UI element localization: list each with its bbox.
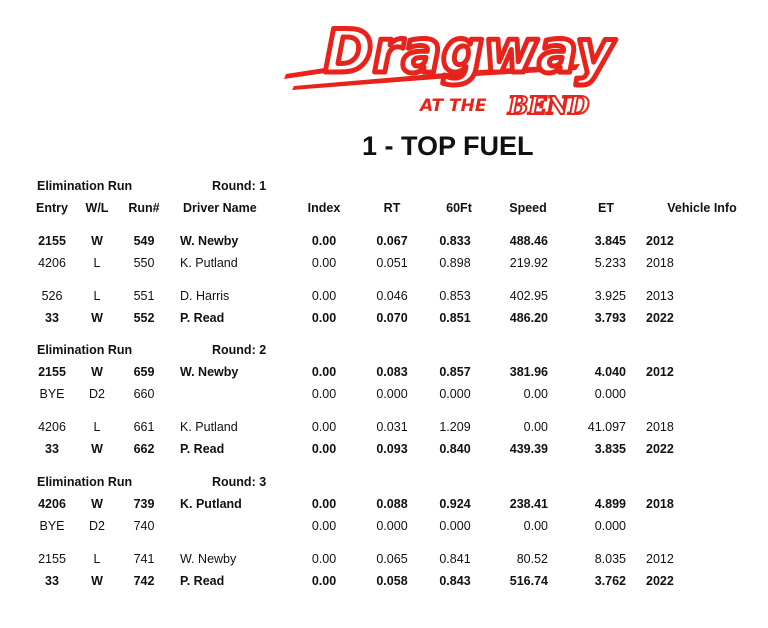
cell-wl: L [93,420,101,434]
cell-run: 659 [133,365,155,379]
cell-60ft: 0.840 [439,442,471,456]
cell-run: 739 [133,497,155,511]
cell-speed: 402.95 [509,289,548,303]
cell-rt: 0.067 [376,234,408,248]
cell-speed: 516.74 [509,574,548,588]
cell-wl: W [91,497,103,511]
cell-rt: 0.051 [376,256,408,270]
cell-speed: 488.46 [509,234,548,248]
column-header-et: ET [598,201,614,215]
cell-et: 0.000 [594,387,626,401]
cell-driver: W. Newby [180,365,239,379]
column-header-index: Index [307,201,341,215]
cell-index: 0.00 [311,519,337,533]
cell-index: 0.00 [311,442,337,456]
cell-et: 3.925 [594,289,626,303]
cell-run: 661 [133,420,155,434]
cell-wl: W [91,311,103,325]
cell-60ft: 0.841 [439,552,471,566]
dragway-logo [280,4,620,126]
cell-60ft: 0.853 [439,289,471,303]
section-label: Elimination Run [37,475,133,489]
cell-vehicle: 2022 [646,311,674,325]
cell-speed: 439.39 [509,442,548,456]
cell-wl: L [93,256,101,270]
cell-et: 3.793 [594,311,626,325]
cell-speed: 0.00 [523,519,548,533]
cell-driver: P. Read [180,442,225,456]
cell-rt: 0.070 [376,311,408,325]
cell-run: 549 [133,234,155,248]
cell-60ft: 0.000 [439,387,471,401]
cell-driver: K. Putland [180,256,238,270]
cell-rt: 0.065 [376,552,408,566]
cell-index: 0.00 [311,497,337,511]
round-label: Round: 1 [212,179,267,193]
cell-entry: 33 [45,574,59,588]
cell-run: 741 [133,552,155,566]
cell-index: 0.00 [311,365,337,379]
cell-et: 5.233 [594,256,626,270]
cell-driver: P. Read [180,574,225,588]
cell-wl: D2 [89,387,105,401]
section-label: Elimination Run [37,343,133,357]
cell-speed: 80.52 [516,552,548,566]
cell-index: 0.00 [311,574,337,588]
cell-wl: L [93,289,101,303]
cell-driver: D. Harris [180,289,230,303]
cell-et: 8.035 [594,552,626,566]
cell-vehicle: 2012 [646,234,674,248]
cell-vehicle: 2013 [646,289,674,303]
cell-index: 0.00 [311,256,337,270]
cell-60ft: 0.898 [439,256,471,270]
cell-speed: 381.96 [509,365,548,379]
cell-run: 740 [133,519,155,533]
cell-rt: 0.088 [376,497,408,511]
cell-et: 0.000 [594,519,626,533]
cell-speed: 238.41 [509,497,548,511]
cell-rt: 0.031 [376,420,408,434]
cell-rt: 0.000 [376,519,408,533]
cell-et: 41.097 [587,420,626,434]
cell-vehicle: 2012 [646,365,674,379]
column-header-60ft: 60Ft [446,201,472,215]
column-header-wl: W/L [85,201,109,215]
cell-60ft: 0.924 [439,497,471,511]
cell-wl: D2 [89,519,105,533]
cell-wl: W [91,442,103,456]
round-label: Round: 3 [212,475,267,489]
cell-speed: 0.00 [523,387,548,401]
cell-index: 0.00 [311,552,337,566]
cell-run: 742 [133,574,155,588]
cell-index: 0.00 [311,387,337,401]
logo-tagline-word: BEND [508,91,590,120]
cell-driver: P. Read [180,311,225,325]
cell-driver: W. Newby [180,234,239,248]
round-label: Round: 2 [212,343,267,357]
cell-et: 4.899 [594,497,626,511]
cell-wl: L [93,552,101,566]
cell-entry: 526 [41,289,63,303]
cell-entry: 33 [45,442,59,456]
cell-run: 552 [133,311,155,325]
cell-run: 551 [133,289,155,303]
column-header-entry: Entry [36,201,68,215]
cell-index: 0.00 [311,289,337,303]
cell-wl: W [91,234,103,248]
cell-driver: W. Newby [180,552,237,566]
cell-vehicle: 2012 [646,552,674,566]
cell-speed: 486.20 [509,311,548,325]
cell-index: 0.00 [311,420,337,434]
page-title: 1 - TOP FUEL [362,131,534,161]
cell-vehicle: 2022 [646,574,674,588]
column-header-speed: Speed [509,201,547,215]
cell-entry: 2155 [38,552,66,566]
cell-index: 0.00 [311,234,337,248]
cell-entry: 33 [45,311,59,325]
cell-entry: 2155 [38,365,66,379]
cell-entry: 2155 [38,234,66,248]
cell-vehicle: 2018 [646,256,674,270]
cell-driver: K. Putland [180,420,238,434]
logo-tagline-prefix: AT THE [420,96,487,116]
column-header-vehicle: Vehicle Info [667,201,737,215]
cell-et: 4.040 [594,365,626,379]
cell-rt: 0.093 [376,442,408,456]
cell-rt: 0.046 [376,289,408,303]
cell-entry: 4206 [38,420,66,434]
cell-entry: 4206 [38,256,66,270]
cell-speed: 219.92 [509,256,548,270]
cell-wl: W [91,365,103,379]
cell-et: 3.845 [594,234,626,248]
cell-vehicle: 2018 [646,420,674,434]
cell-60ft: 0.857 [439,365,471,379]
cell-et: 3.835 [594,442,626,456]
cell-entry: BYE [39,519,65,533]
cell-speed: 0.00 [523,420,548,434]
column-header-run: Run# [128,201,160,215]
cell-index: 0.00 [311,311,337,325]
cell-entry: 4206 [38,497,66,511]
cell-vehicle: 2018 [646,497,674,511]
section-label: Elimination Run [37,179,133,193]
cell-60ft: 0.000 [439,519,471,533]
cell-60ft: 0.833 [439,234,471,248]
cell-driver: K. Putland [180,497,242,511]
cell-rt: 0.058 [376,574,408,588]
cell-60ft: 0.851 [439,311,471,325]
cell-run: 662 [133,442,155,456]
cell-60ft: 1.209 [439,420,471,434]
column-header-rt: RT [383,201,401,215]
cell-run: 660 [133,387,155,401]
cell-rt: 0.083 [376,365,408,379]
cell-entry: BYE [39,387,65,401]
cell-vehicle: 2022 [646,442,674,456]
logo-wordmark: Dragway [324,17,617,87]
column-header-driver: Driver Name [183,201,257,215]
cell-et: 3.762 [594,574,626,588]
cell-wl: W [91,574,103,588]
cell-rt: 0.000 [376,387,408,401]
cell-run: 550 [133,256,155,270]
cell-60ft: 0.843 [439,574,471,588]
